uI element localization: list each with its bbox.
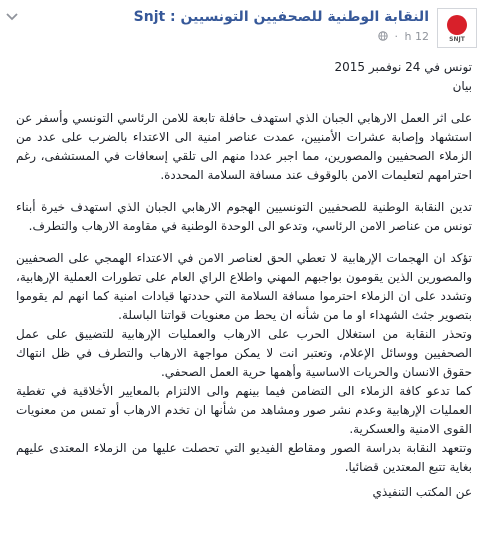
- avatar-caption: SNJT: [449, 36, 465, 43]
- post-body: [16, 58, 472, 515]
- post-meta: [378, 30, 429, 43]
- meta-separator: ·: [394, 30, 399, 43]
- chevron-down-icon[interactable]: [5, 11, 19, 23]
- post-heading: بيان: [452, 79, 472, 93]
- post-timestamp[interactable]: 12 h: [404, 30, 429, 43]
- paragraph-5: كما تدعو كافة الزملاء الى التضامن فيما بينهم والى الالتزام بالمعايير الأخلاقية في تغطية العمليات الإرهابية وعدم نشر صور ومشاهد من شأنها ان تخدم الارهاب أو تمس من معنويات القوى الامنية والعسكرية.: [16, 384, 472, 436]
- globe-icon: [378, 30, 388, 43]
- page-name-link[interactable]: النقابة الوطنية للصحفيين التونسيين : Snjt: [133, 9, 429, 25]
- snjt-logo: [447, 15, 467, 35]
- page-avatar[interactable]: [437, 8, 477, 48]
- post-date: تونس في 24 نوفمبر 2015: [334, 60, 472, 74]
- paragraph-2: تدين النقابة الوطنية للصحفيين التونسيين الهجوم الارهابي الجبان الذي استهدف خيرة أبناء تونس من عناصر الامن الرئاسي، وتدعو الى الوحدة الوطنية في مقاومة الارهاب والتطرف.: [16, 200, 472, 233]
- signature: عن المكتب التنفيذي: [372, 485, 472, 499]
- paragraph-3: تؤكد ان الهجمات الإرهابية لا تعطي الحق لعناصر الامن في الاعتداء الهمجي على الصحفيين والمصورين الذين يقومون بواجبهم المهني واطلاع الراي العام على تطورات العملية الإرهابية، وتشدد على ان الزملاء احترموا مسافة السلامة التي حددتها قيادات امنية كما انهم لم يقوموا بتصوير جثث الشهداء او ما من شأنه ان يحط من معنويات قواتنا الباسلة.: [16, 251, 472, 322]
- paragraph-1: على اثر العمل الارهابي الجبان الذي استهدف حافلة تابعة للامن الرئاسي التونسي وأسفر عن استشهاد وإصابة عشرات الأمنيين، عمدت عناصر امنية الى الاعتداء بالضرب على عدد من الزملاء الصحفيين والمصورين، مما اجبر عددا منهم الى تلقي إسعافات في المستشفى، رغم احترامهم لتعليمات الامن بالوقوف عند مسافة السلامة المحددة.: [16, 111, 472, 182]
- paragraph-6: وتتعهد النقابة بدراسة الصور ومقاطع الفيديو التي تحصلت عليها من الزملاء المعتدى عليهم بغاية تتبع المعتدين قضائيا.: [16, 441, 472, 474]
- post-header: [0, 0, 489, 52]
- paragraph-4: وتحذر النقابة من استغلال الحرب على الارهاب والعمليات الإرهابية للتضييق على عمل الصحفيين ووسائل الإعلام، وتعتبر انت لا يمكن مواجهة الارهاب والتطرف في ظل انتهاك حقوق الانسان والحريات الاساسية وأهمها حرية العمل الصحفي.: [16, 327, 472, 379]
